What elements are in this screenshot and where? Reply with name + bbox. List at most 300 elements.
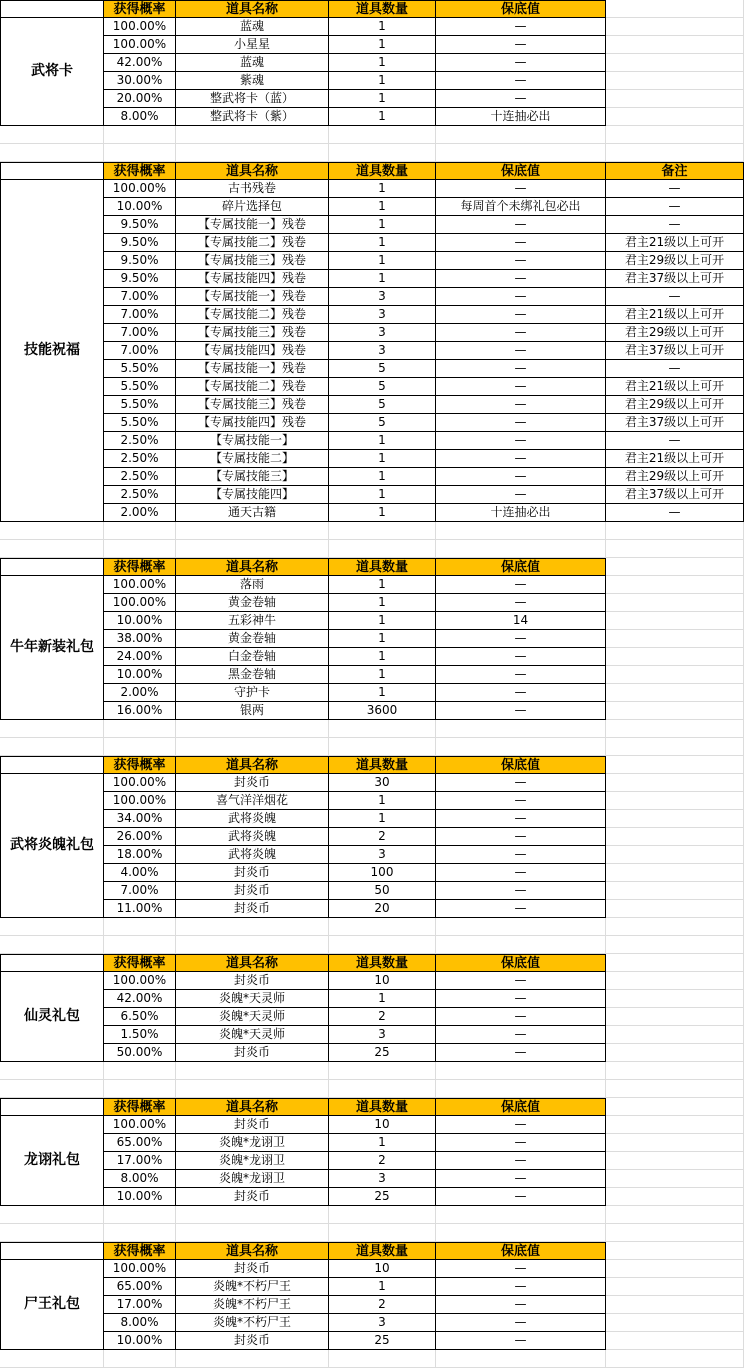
empty-cell[interactable]: [436, 126, 606, 144]
empty-cell[interactable]: [606, 846, 744, 864]
empty-cell[interactable]: [436, 522, 606, 540]
cell-guarantee[interactable]: —: [436, 900, 606, 918]
cell-guarantee[interactable]: —: [436, 684, 606, 702]
empty-cell[interactable]: [329, 1224, 436, 1242]
cell-qty[interactable]: 1: [329, 450, 436, 468]
empty-cell[interactable]: [606, 720, 744, 738]
cell-prob[interactable]: 9.50%: [104, 252, 176, 270]
empty-cell[interactable]: [329, 918, 436, 936]
cell-prob[interactable]: 100.00%: [104, 594, 176, 612]
cell-prob[interactable]: 7.00%: [104, 882, 176, 900]
section-title[interactable]: 牛年新装礼包: [0, 576, 104, 720]
section-title[interactable]: 技能祝福: [0, 180, 104, 522]
cell-guarantee[interactable]: —: [436, 90, 606, 108]
cell-qty[interactable]: 1: [329, 792, 436, 810]
header-qty[interactable]: 道具数量: [329, 0, 436, 18]
header-blank-cell[interactable]: [0, 1098, 104, 1116]
cell-prob[interactable]: 7.00%: [104, 306, 176, 324]
cell-qty[interactable]: 2: [329, 828, 436, 846]
empty-cell[interactable]: [176, 126, 329, 144]
cell-name[interactable]: 炎魄*龙诩卫: [176, 1152, 329, 1170]
cell-prob[interactable]: 9.50%: [104, 234, 176, 252]
cell-name[interactable]: 【专属技能四】残卷: [176, 270, 329, 288]
empty-cell[interactable]: [329, 738, 436, 756]
empty-cell[interactable]: [329, 144, 436, 162]
cell-guarantee[interactable]: —: [436, 1332, 606, 1350]
header-blank-cell[interactable]: [0, 558, 104, 576]
cell-prob[interactable]: 38.00%: [104, 630, 176, 648]
cell-qty[interactable]: 1: [329, 594, 436, 612]
cell-note[interactable]: 君主29级以上可开: [606, 252, 744, 270]
cell-guarantee[interactable]: —: [436, 1170, 606, 1188]
cell-qty[interactable]: 1: [329, 648, 436, 666]
cell-qty[interactable]: 1: [329, 810, 436, 828]
empty-cell[interactable]: [606, 792, 744, 810]
empty-cell[interactable]: [176, 1062, 329, 1080]
cell-note[interactable]: 君主37级以上可开: [606, 486, 744, 504]
empty-cell[interactable]: [606, 522, 744, 540]
cell-note[interactable]: —: [606, 360, 744, 378]
cell-guarantee[interactable]: —: [436, 990, 606, 1008]
empty-cell[interactable]: [436, 1206, 606, 1224]
cell-name[interactable]: 封炎币: [176, 1260, 329, 1278]
header-name[interactable]: 道具名称: [176, 954, 329, 972]
cell-prob[interactable]: 18.00%: [104, 846, 176, 864]
cell-qty[interactable]: 1: [329, 1278, 436, 1296]
cell-prob[interactable]: 2.50%: [104, 432, 176, 450]
header-name[interactable]: 道具名称: [176, 1242, 329, 1260]
cell-qty[interactable]: 1: [329, 990, 436, 1008]
cell-name[interactable]: 【专属技能四】: [176, 486, 329, 504]
empty-cell[interactable]: [176, 936, 329, 954]
empty-cell[interactable]: [606, 738, 744, 756]
empty-cell[interactable]: [329, 936, 436, 954]
cell-guarantee[interactable]: —: [436, 594, 606, 612]
cell-name[interactable]: 炎魄*天灵师: [176, 990, 329, 1008]
empty-cell[interactable]: [0, 1080, 104, 1098]
cell-qty[interactable]: 1: [329, 72, 436, 90]
cell-guarantee[interactable]: —: [436, 846, 606, 864]
header-prob[interactable]: 获得概率: [104, 558, 176, 576]
section-title[interactable]: 龙诩礼包: [0, 1116, 104, 1206]
cell-prob[interactable]: 100.00%: [104, 36, 176, 54]
cell-prob[interactable]: 100.00%: [104, 792, 176, 810]
header-guarantee[interactable]: 保底值: [436, 558, 606, 576]
cell-guarantee[interactable]: —: [436, 1116, 606, 1134]
cell-prob[interactable]: 100.00%: [104, 180, 176, 198]
cell-guarantee[interactable]: —: [436, 774, 606, 792]
empty-cell[interactable]: [104, 1206, 176, 1224]
cell-qty[interactable]: 1: [329, 270, 436, 288]
empty-cell[interactable]: [0, 540, 104, 558]
cell-note[interactable]: —: [606, 198, 744, 216]
cell-guarantee[interactable]: —: [436, 648, 606, 666]
empty-cell[interactable]: [0, 720, 104, 738]
empty-cell[interactable]: [606, 1170, 744, 1188]
cell-guarantee[interactable]: —: [436, 180, 606, 198]
cell-qty[interactable]: 1: [329, 54, 436, 72]
empty-cell[interactable]: [606, 1296, 744, 1314]
empty-cell[interactable]: [329, 522, 436, 540]
header-guarantee[interactable]: 保底值: [436, 1242, 606, 1260]
cell-name[interactable]: 五彩神牛: [176, 612, 329, 630]
empty-cell[interactable]: [606, 882, 744, 900]
cell-guarantee[interactable]: —: [436, 1296, 606, 1314]
cell-guarantee[interactable]: —: [436, 1044, 606, 1062]
header-name[interactable]: 道具名称: [176, 162, 329, 180]
empty-cell[interactable]: [176, 738, 329, 756]
cell-guarantee[interactable]: —: [436, 1278, 606, 1296]
cell-name[interactable]: 蓝魂: [176, 54, 329, 72]
empty-cell[interactable]: [104, 144, 176, 162]
empty-cell[interactable]: [606, 900, 744, 918]
cell-prob[interactable]: 30.00%: [104, 72, 176, 90]
cell-name[interactable]: 整武将卡（紫）: [176, 108, 329, 126]
cell-prob[interactable]: 2.50%: [104, 450, 176, 468]
empty-cell[interactable]: [606, 126, 744, 144]
empty-cell[interactable]: [104, 738, 176, 756]
cell-guarantee[interactable]: 每周首个未绑礼包必出: [436, 198, 606, 216]
empty-cell[interactable]: [606, 1224, 744, 1242]
empty-cell[interactable]: [606, 972, 744, 990]
cell-name[interactable]: 【专属技能一】: [176, 432, 329, 450]
empty-cell[interactable]: [606, 1098, 744, 1116]
empty-cell[interactable]: [176, 522, 329, 540]
cell-note[interactable]: 君主37级以上可开: [606, 414, 744, 432]
cell-prob[interactable]: 10.00%: [104, 198, 176, 216]
empty-cell[interactable]: [104, 522, 176, 540]
cell-prob[interactable]: 10.00%: [104, 1188, 176, 1206]
cell-prob[interactable]: 17.00%: [104, 1152, 176, 1170]
header-qty[interactable]: 道具数量: [329, 1098, 436, 1116]
cell-name[interactable]: 黑金卷轴: [176, 666, 329, 684]
cell-qty[interactable]: 3: [329, 288, 436, 306]
cell-guarantee[interactable]: —: [436, 252, 606, 270]
cell-note[interactable]: 君主29级以上可开: [606, 468, 744, 486]
cell-guarantee[interactable]: —: [436, 828, 606, 846]
empty-cell[interactable]: [0, 918, 104, 936]
cell-note[interactable]: 君主29级以上可开: [606, 324, 744, 342]
empty-cell[interactable]: [104, 126, 176, 144]
section-title[interactable]: 武将炎魄礼包: [0, 774, 104, 918]
cell-guarantee[interactable]: —: [436, 306, 606, 324]
empty-cell[interactable]: [606, 90, 744, 108]
empty-cell[interactable]: [0, 126, 104, 144]
cell-qty[interactable]: 25: [329, 1188, 436, 1206]
cell-guarantee[interactable]: 十连抽必出: [436, 504, 606, 522]
cell-note[interactable]: 君主21级以上可开: [606, 378, 744, 396]
cell-qty[interactable]: 1: [329, 36, 436, 54]
cell-qty[interactable]: 3: [329, 324, 436, 342]
cell-qty[interactable]: 50: [329, 882, 436, 900]
cell-prob[interactable]: 8.00%: [104, 1314, 176, 1332]
cell-qty[interactable]: 5: [329, 396, 436, 414]
header-prob[interactable]: 获得概率: [104, 0, 176, 18]
cell-note[interactable]: 君主37级以上可开: [606, 270, 744, 288]
empty-cell[interactable]: [606, 1008, 744, 1026]
cell-guarantee[interactable]: —: [436, 36, 606, 54]
empty-cell[interactable]: [0, 1206, 104, 1224]
cell-name[interactable]: 银两: [176, 702, 329, 720]
cell-prob[interactable]: 9.50%: [104, 270, 176, 288]
cell-guarantee[interactable]: —: [436, 54, 606, 72]
empty-cell[interactable]: [606, 756, 744, 774]
cell-guarantee[interactable]: —: [436, 864, 606, 882]
header-qty[interactable]: 道具数量: [329, 954, 436, 972]
cell-guarantee[interactable]: —: [436, 1314, 606, 1332]
cell-name[interactable]: 炎魄*天灵师: [176, 1008, 329, 1026]
cell-prob[interactable]: 65.00%: [104, 1134, 176, 1152]
cell-name[interactable]: 喜气洋洋烟花: [176, 792, 329, 810]
cell-qty[interactable]: 5: [329, 414, 436, 432]
cell-qty[interactable]: 20: [329, 900, 436, 918]
cell-qty[interactable]: 1: [329, 216, 436, 234]
cell-guarantee[interactable]: —: [436, 216, 606, 234]
cell-note[interactable]: —: [606, 216, 744, 234]
cell-prob[interactable]: 100.00%: [104, 1260, 176, 1278]
cell-qty[interactable]: 1: [329, 612, 436, 630]
header-guarantee[interactable]: 保底值: [436, 1098, 606, 1116]
cell-note[interactable]: 君主21级以上可开: [606, 306, 744, 324]
cell-qty[interactable]: 10: [329, 1260, 436, 1278]
empty-cell[interactable]: [606, 108, 744, 126]
cell-qty[interactable]: 1: [329, 666, 436, 684]
cell-qty[interactable]: 3: [329, 306, 436, 324]
cell-prob[interactable]: 65.00%: [104, 1278, 176, 1296]
empty-cell[interactable]: [606, 1062, 744, 1080]
cell-name[interactable]: 封炎币: [176, 882, 329, 900]
cell-guarantee[interactable]: —: [436, 702, 606, 720]
cell-qty[interactable]: 5: [329, 378, 436, 396]
cell-qty[interactable]: 2: [329, 1008, 436, 1026]
cell-name[interactable]: 【专属技能一】残卷: [176, 288, 329, 306]
empty-cell[interactable]: [606, 540, 744, 558]
cell-guarantee[interactable]: —: [436, 792, 606, 810]
cell-note[interactable]: —: [606, 180, 744, 198]
cell-prob[interactable]: 2.00%: [104, 504, 176, 522]
cell-prob[interactable]: 9.50%: [104, 216, 176, 234]
cell-qty[interactable]: 2: [329, 1152, 436, 1170]
header-qty[interactable]: 道具数量: [329, 1242, 436, 1260]
header-qty[interactable]: 道具数量: [329, 162, 436, 180]
cell-name[interactable]: 紫魂: [176, 72, 329, 90]
cell-qty[interactable]: 3: [329, 846, 436, 864]
cell-note[interactable]: —: [606, 432, 744, 450]
cell-qty[interactable]: 1: [329, 576, 436, 594]
empty-cell[interactable]: [606, 864, 744, 882]
cell-name[interactable]: 黄金卷轴: [176, 630, 329, 648]
cell-prob[interactable]: 100.00%: [104, 774, 176, 792]
header-prob[interactable]: 获得概率: [104, 954, 176, 972]
cell-prob[interactable]: 100.00%: [104, 1116, 176, 1134]
header-blank-cell[interactable]: [0, 1242, 104, 1260]
empty-cell[interactable]: [606, 702, 744, 720]
empty-cell[interactable]: [436, 918, 606, 936]
empty-cell[interactable]: [606, 774, 744, 792]
empty-cell[interactable]: [0, 1350, 104, 1368]
cell-guarantee[interactable]: —: [436, 432, 606, 450]
header-note[interactable]: 备注: [606, 162, 744, 180]
cell-guarantee[interactable]: —: [436, 72, 606, 90]
cell-name[interactable]: 守护卡: [176, 684, 329, 702]
empty-cell[interactable]: [606, 18, 744, 36]
cell-prob[interactable]: 16.00%: [104, 702, 176, 720]
cell-name[interactable]: 【专属技能三】残卷: [176, 396, 329, 414]
empty-cell[interactable]: [436, 144, 606, 162]
empty-cell[interactable]: [329, 1062, 436, 1080]
cell-name[interactable]: 封炎币: [176, 900, 329, 918]
cell-qty[interactable]: 10: [329, 1116, 436, 1134]
cell-guarantee[interactable]: —: [436, 810, 606, 828]
cell-qty[interactable]: 1: [329, 468, 436, 486]
empty-cell[interactable]: [606, 0, 744, 18]
cell-name[interactable]: 封炎币: [176, 1332, 329, 1350]
cell-name[interactable]: 【专属技能三】: [176, 468, 329, 486]
cell-qty[interactable]: 1: [329, 18, 436, 36]
empty-cell[interactable]: [606, 630, 744, 648]
cell-note[interactable]: —: [606, 504, 744, 522]
empty-cell[interactable]: [0, 1224, 104, 1242]
empty-cell[interactable]: [176, 1350, 329, 1368]
header-prob[interactable]: 获得概率: [104, 1242, 176, 1260]
empty-cell[interactable]: [606, 1242, 744, 1260]
cell-name[interactable]: 黄金卷轴: [176, 594, 329, 612]
cell-name[interactable]: 炎魄*龙诩卫: [176, 1134, 329, 1152]
cell-prob[interactable]: 26.00%: [104, 828, 176, 846]
cell-prob[interactable]: 2.50%: [104, 468, 176, 486]
header-guarantee[interactable]: 保底值: [436, 0, 606, 18]
empty-cell[interactable]: [606, 36, 744, 54]
cell-prob[interactable]: 7.00%: [104, 324, 176, 342]
empty-cell[interactable]: [606, 1188, 744, 1206]
cell-name[interactable]: 落雨: [176, 576, 329, 594]
cell-guarantee[interactable]: —: [436, 666, 606, 684]
cell-prob[interactable]: 100.00%: [104, 576, 176, 594]
empty-cell[interactable]: [329, 1350, 436, 1368]
header-blank-cell[interactable]: [0, 954, 104, 972]
cell-name[interactable]: 武将炎魄: [176, 810, 329, 828]
cell-prob[interactable]: 100.00%: [104, 18, 176, 36]
cell-guarantee[interactable]: —: [436, 1134, 606, 1152]
cell-qty[interactable]: 25: [329, 1332, 436, 1350]
cell-name[interactable]: 【专属技能四】残卷: [176, 342, 329, 360]
cell-guarantee[interactable]: —: [436, 378, 606, 396]
cell-qty[interactable]: 2: [329, 1296, 436, 1314]
cell-name[interactable]: 炎魄*不朽尸王: [176, 1278, 329, 1296]
cell-note[interactable]: 君主29级以上可开: [606, 396, 744, 414]
cell-note[interactable]: 君主21级以上可开: [606, 234, 744, 252]
empty-cell[interactable]: [329, 1080, 436, 1098]
empty-cell[interactable]: [176, 1080, 329, 1098]
cell-name[interactable]: 封炎币: [176, 1116, 329, 1134]
empty-cell[interactable]: [606, 1278, 744, 1296]
cell-name[interactable]: 整武将卡（蓝）: [176, 90, 329, 108]
cell-prob[interactable]: 24.00%: [104, 648, 176, 666]
cell-note[interactable]: 君主21级以上可开: [606, 450, 744, 468]
cell-guarantee[interactable]: —: [436, 630, 606, 648]
header-prob[interactable]: 获得概率: [104, 162, 176, 180]
empty-cell[interactable]: [606, 1350, 744, 1368]
empty-cell[interactable]: [176, 1206, 329, 1224]
cell-prob[interactable]: 11.00%: [104, 900, 176, 918]
cell-qty[interactable]: 3: [329, 1026, 436, 1044]
cell-prob[interactable]: 4.00%: [104, 864, 176, 882]
empty-cell[interactable]: [104, 918, 176, 936]
empty-cell[interactable]: [606, 72, 744, 90]
cell-guarantee[interactable]: —: [436, 1026, 606, 1044]
empty-cell[interactable]: [606, 1080, 744, 1098]
cell-prob[interactable]: 1.50%: [104, 1026, 176, 1044]
section-title[interactable]: 尸王礼包: [0, 1260, 104, 1350]
empty-cell[interactable]: [0, 936, 104, 954]
cell-guarantee[interactable]: —: [436, 972, 606, 990]
cell-qty[interactable]: 5: [329, 360, 436, 378]
cell-prob[interactable]: 34.00%: [104, 810, 176, 828]
empty-cell[interactable]: [0, 738, 104, 756]
empty-cell[interactable]: [436, 1080, 606, 1098]
cell-note[interactable]: 君主37级以上可开: [606, 342, 744, 360]
empty-cell[interactable]: [329, 126, 436, 144]
empty-cell[interactable]: [606, 918, 744, 936]
cell-name[interactable]: 【专属技能二】: [176, 450, 329, 468]
cell-guarantee[interactable]: —: [436, 486, 606, 504]
cell-qty[interactable]: 1: [329, 504, 436, 522]
cell-prob[interactable]: 8.00%: [104, 1170, 176, 1188]
cell-name[interactable]: 【专属技能三】残卷: [176, 252, 329, 270]
cell-guarantee[interactable]: —: [436, 288, 606, 306]
cell-name[interactable]: 炎魄*龙诩卫: [176, 1170, 329, 1188]
empty-cell[interactable]: [176, 720, 329, 738]
cell-prob[interactable]: 10.00%: [104, 612, 176, 630]
cell-note[interactable]: —: [606, 288, 744, 306]
header-blank-cell[interactable]: [0, 162, 104, 180]
cell-qty[interactable]: 1: [329, 198, 436, 216]
cell-name[interactable]: 武将炎魄: [176, 828, 329, 846]
empty-cell[interactable]: [606, 612, 744, 630]
cell-qty[interactable]: 3: [329, 1170, 436, 1188]
header-prob[interactable]: 获得概率: [104, 1098, 176, 1116]
empty-cell[interactable]: [606, 666, 744, 684]
cell-qty[interactable]: 1: [329, 234, 436, 252]
empty-cell[interactable]: [436, 720, 606, 738]
empty-cell[interactable]: [176, 918, 329, 936]
cell-qty[interactable]: 1: [329, 630, 436, 648]
empty-cell[interactable]: [176, 1224, 329, 1242]
cell-qty[interactable]: 1: [329, 252, 436, 270]
cell-name[interactable]: 炎魄*不朽尸王: [176, 1296, 329, 1314]
cell-qty[interactable]: 1: [329, 90, 436, 108]
empty-cell[interactable]: [606, 594, 744, 612]
cell-guarantee[interactable]: —: [436, 882, 606, 900]
cell-guarantee[interactable]: 14: [436, 612, 606, 630]
cell-qty[interactable]: 3: [329, 342, 436, 360]
cell-prob[interactable]: 2.00%: [104, 684, 176, 702]
empty-cell[interactable]: [606, 1260, 744, 1278]
cell-name[interactable]: 【专属技能四】残卷: [176, 414, 329, 432]
cell-name[interactable]: 封炎币: [176, 864, 329, 882]
cell-guarantee[interactable]: 十连抽必出: [436, 108, 606, 126]
cell-qty[interactable]: 100: [329, 864, 436, 882]
empty-cell[interactable]: [104, 1224, 176, 1242]
cell-qty[interactable]: 10: [329, 972, 436, 990]
empty-cell[interactable]: [329, 720, 436, 738]
cell-name[interactable]: 【专属技能一】残卷: [176, 360, 329, 378]
cell-name[interactable]: 【专属技能三】残卷: [176, 324, 329, 342]
cell-name[interactable]: 封炎币: [176, 1044, 329, 1062]
empty-cell[interactable]: [606, 1044, 744, 1062]
cell-prob[interactable]: 5.50%: [104, 414, 176, 432]
cell-name[interactable]: 封炎币: [176, 1188, 329, 1206]
